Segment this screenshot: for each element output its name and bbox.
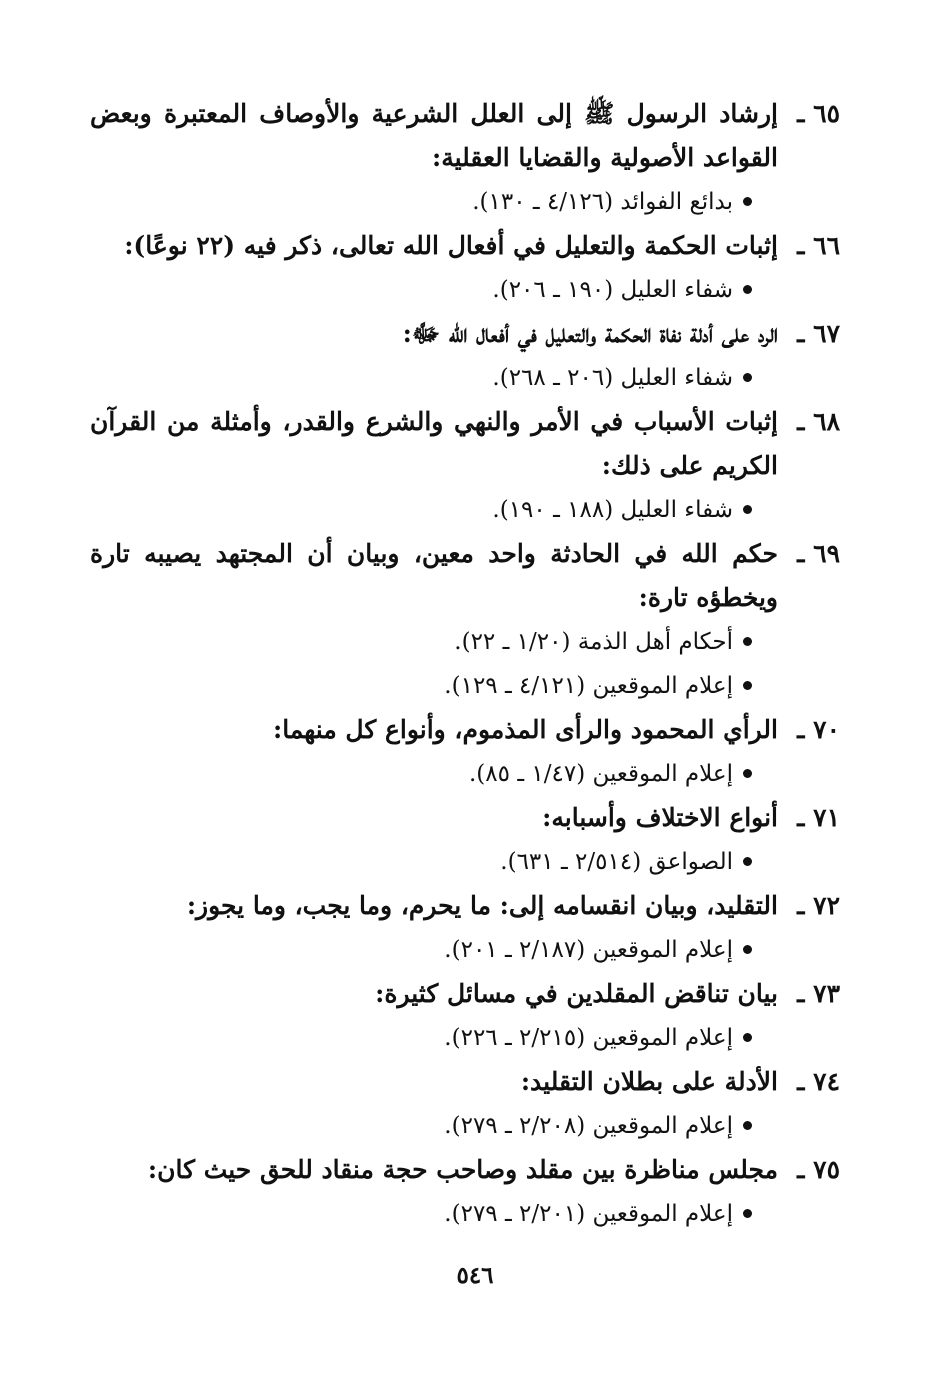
entry-number: ٧٥ ـ	[797, 1155, 840, 1184]
entry-title: الرد على أدلة نفاة الحكمة والتعليل في أفعال الله ﷻ:	[402, 319, 778, 348]
entry-number: ٦٨ ـ	[797, 407, 840, 436]
entry-heading	[90, 532, 840, 620]
reference-text: الصواعق (٢/٥١٤ ـ ٦٣١).	[500, 849, 733, 875]
reference-item	[90, 928, 752, 972]
entry-heading	[90, 796, 840, 840]
reference-list	[90, 1104, 840, 1148]
entry-number: ٦٧ ـ	[797, 319, 840, 348]
entry-number: ٦٥ ـ	[797, 99, 840, 128]
reference-list	[90, 488, 840, 532]
bullet-icon	[743, 1209, 752, 1218]
reference-list	[90, 928, 840, 972]
entry-title: إرشاد الرسول ﷺ إلى العلل الشرعية والأوصاف المعتبرة وبعض القواعد الأصولية والقضايا العقلية:	[90, 99, 778, 172]
entry	[90, 400, 840, 532]
bullet-icon	[743, 1033, 752, 1042]
entry-title: الأدلة على بطلان التقليد:	[520, 1067, 778, 1096]
entry-title: حكم الله في الحادثة واحد معين، وبيان أن المجتهد يصيبه تارة ويخطؤه تارة:	[90, 539, 778, 612]
reference-item	[90, 1192, 752, 1236]
entry-title: بيان تناقض المقلدين في مسائل كثيرة:	[375, 979, 778, 1008]
bullet-icon	[743, 505, 752, 514]
entry-title: إثبات الحكمة والتعليل في أفعال الله تعالى، ذكر فيه (٢٢ نوعًا):	[124, 231, 778, 260]
reference-item	[90, 180, 752, 224]
reference-list	[90, 1016, 840, 1060]
bullet-icon	[743, 285, 752, 294]
entries-list	[90, 92, 840, 1236]
entry-number: ٦٦ ـ	[797, 231, 840, 260]
reference-text: إعلام الموقعين (٢/٢٠٨ ـ ٢٧٩).	[444, 1113, 733, 1139]
entry	[90, 532, 840, 708]
bullet-icon	[743, 197, 752, 206]
reference-text: إعلام الموقعين (٤/١٢١ ـ ١٢٩).	[444, 673, 733, 699]
entry-title: التقليد، وبيان انقسامه إلى: ما يحرم، وما يجب، وما يجوز:	[186, 891, 778, 920]
entry	[90, 972, 840, 1060]
bullet-icon	[743, 637, 752, 646]
reference-item	[90, 620, 752, 664]
reference-item	[90, 268, 752, 312]
reference-item	[90, 1104, 752, 1148]
reference-list	[90, 752, 840, 796]
reference-list	[90, 620, 840, 708]
entry-heading	[90, 884, 840, 928]
reference-list	[90, 356, 840, 400]
reference-item	[90, 1016, 752, 1060]
entry	[90, 312, 840, 400]
reference-item	[90, 840, 752, 884]
reference-text: بدائع الفوائد (٤/١٢٦ ـ ١٣٠).	[472, 189, 733, 215]
entry-number: ٧٤ ـ	[797, 1067, 840, 1096]
page-number: ٥٤٦	[456, 1262, 494, 1289]
entry-heading	[90, 400, 840, 488]
entry-title: أنواع الاختلاف وأسبابه:	[542, 803, 778, 832]
entry-number: ٧١ ـ	[797, 803, 840, 832]
entry-heading	[90, 1148, 840, 1192]
reference-list	[90, 840, 840, 884]
reference-item	[90, 356, 752, 400]
reference-list	[90, 1192, 840, 1236]
bullet-icon	[743, 857, 752, 866]
bullet-icon	[743, 945, 752, 954]
entry-heading	[90, 972, 840, 1016]
entry	[90, 92, 840, 224]
reference-text: شفاء العليل (٢٠٦ ـ ٢٦٨).	[492, 365, 733, 391]
entry	[90, 708, 840, 796]
reference-text: شفاء العليل (١٨٨ ـ ١٩٠).	[492, 497, 733, 523]
reference-item	[90, 488, 752, 532]
entry	[90, 884, 840, 972]
entry	[90, 1060, 840, 1148]
bullet-icon	[743, 1121, 752, 1130]
reference-list	[90, 180, 840, 224]
reference-list	[90, 268, 840, 312]
entry-number: ٧٣ ـ	[797, 979, 840, 1008]
reference-text: إعلام الموقعين (١/٤٧ ـ ٨٥).	[469, 761, 733, 787]
entry	[90, 224, 840, 312]
reference-item	[90, 752, 752, 796]
entry-number: ٧٢ ـ	[797, 891, 840, 920]
entry-heading	[90, 92, 840, 180]
entry	[90, 796, 840, 884]
reference-text: إعلام الموقعين (٢/٢٠١ ـ ٢٧٩).	[444, 1201, 733, 1227]
entry-heading	[90, 708, 840, 752]
reference-text: إعلام الموقعين (٢/١٨٧ ـ ٢٠١).	[444, 937, 733, 963]
entry-title: الرأي المحمود والرأى المذموم، وأنواع كل منهما:	[272, 715, 778, 744]
reference-text: شفاء العليل (١٩٠ ـ ٢٠٦).	[492, 277, 733, 303]
reference-text: أحكام أهل الذمة (١/٢٠ ـ ٢٢).	[454, 629, 733, 655]
entry-heading	[90, 1060, 840, 1104]
entry-heading	[90, 312, 840, 356]
reference-text: إعلام الموقعين (٢/٢١٥ ـ ٢٢٦).	[444, 1025, 733, 1051]
reference-item	[90, 664, 752, 708]
bullet-icon	[743, 769, 752, 778]
entry	[90, 1148, 840, 1236]
bullet-icon	[743, 681, 752, 690]
entry-heading	[90, 224, 840, 268]
entry-title: مجلس مناظرة بين مقلد وصاحب حجة منقاد للحق حيث كان:	[147, 1155, 778, 1184]
entry-title: إثبات الأسباب في الأمر والنهي والشرع والقدر، وأمثلة من القرآن الكريم على ذلك:	[90, 407, 778, 480]
entry-number: ٦٩ ـ	[797, 539, 840, 568]
bullet-icon	[743, 373, 752, 382]
entry-number: ٧٠ ـ	[797, 715, 840, 744]
